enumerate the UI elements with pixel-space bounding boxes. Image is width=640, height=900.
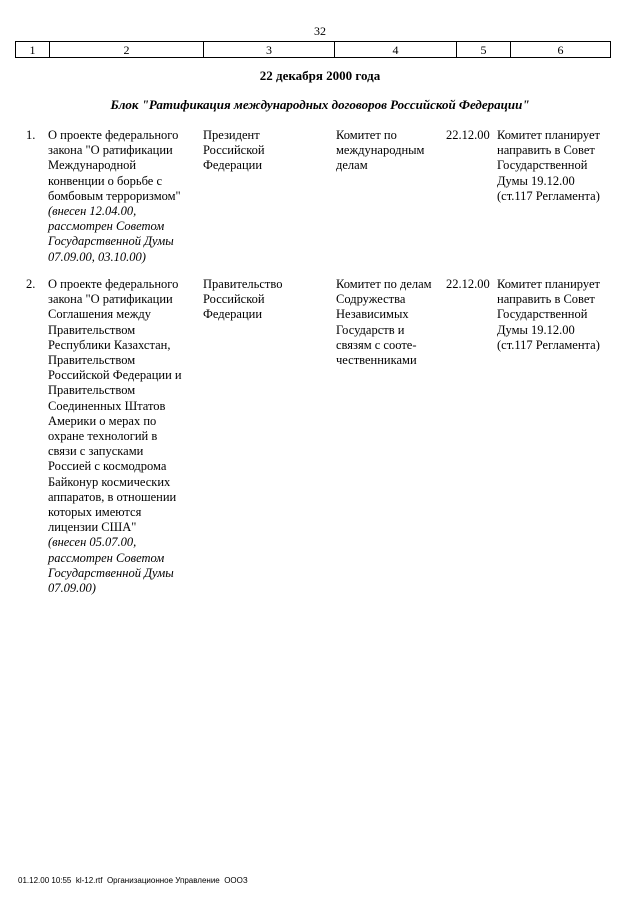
text-line: закона "О ратификации <box>48 143 173 158</box>
page-number: 32 <box>314 24 326 38</box>
text-line: Международной <box>48 158 137 173</box>
text-line: Думы 19.12.00 <box>497 322 575 337</box>
text-line: О проекте федерального <box>48 128 179 142</box>
entry-author <box>203 128 325 174</box>
text-line: (ст.117 Регламента) <box>497 337 600 352</box>
text-line: рассмотрен Советом <box>48 550 165 565</box>
text-line: (внесен 05.07.00, <box>48 535 137 550</box>
column-number-1: 1 <box>16 42 50 58</box>
entry-author <box>203 277 325 323</box>
text-line: Соглашения между <box>48 307 151 322</box>
text-line: Байконур космических <box>48 474 171 489</box>
footer-meta: 01.12.00 10:55 kl-12.rtf Организационное Управление ОООЗ <box>18 876 248 885</box>
text-line: Правительством <box>48 322 136 337</box>
entry-date: 22.12.00 <box>446 277 490 291</box>
column-number-3: 3 <box>204 42 335 58</box>
block-heading: Блок "Ратификация международных договоров Российской Федерации" <box>110 97 530 112</box>
text-line: Государственной Думы <box>48 565 174 580</box>
text-line: Российской <box>203 292 265 307</box>
column-number-6: 6 <box>511 42 611 58</box>
text-line: О проекте федерального <box>48 277 179 291</box>
date-heading: 22 декабря 2000 года <box>259 68 381 83</box>
text-line: рассмотрен Советом <box>48 219 165 234</box>
entry-title <box>48 128 196 265</box>
text-line: направить в Совет <box>497 143 595 158</box>
text-line: Независимых <box>336 307 409 322</box>
entry-title <box>48 277 196 596</box>
text-line: 07.09.00, 03.10.00) <box>48 249 146 264</box>
text-line: Государств и <box>336 322 405 337</box>
text-line: Россией с космодрома <box>48 459 167 474</box>
text-line: направить в Совет <box>497 292 595 307</box>
text-line: аппаратов, в отношении <box>48 489 177 504</box>
text-line: Президент <box>203 128 260 142</box>
text-line: Комитет планирует <box>497 277 600 291</box>
text-line: Федерации <box>203 158 263 173</box>
text-line: Российской Федерации и <box>48 368 182 383</box>
text-line: бомбовым терроризмом" <box>48 188 181 203</box>
entry-date: 22.12.00 <box>446 128 490 142</box>
text-line: Соединенных Штатов <box>48 398 166 413</box>
text-line: связи с запусками <box>48 444 144 459</box>
text-line: Государственной <box>497 158 588 173</box>
text-line: Содружества <box>336 292 406 307</box>
text-line: Правительство <box>203 277 283 291</box>
text-line: чественниками <box>336 353 417 368</box>
text-line: охране технологий в <box>48 429 158 444</box>
text-line: Комитет по <box>336 128 397 142</box>
text-line: Государственной Думы <box>48 234 174 249</box>
text-line: которых имеются <box>48 505 142 520</box>
text-line: Комитет по делам <box>336 277 432 291</box>
text-line: связям с сооте- <box>336 337 417 352</box>
text-line: международным <box>336 143 425 158</box>
text-line: Республики Казахстан, <box>48 337 171 352</box>
entry-number: 2. <box>26 277 36 291</box>
column-number-4: 4 <box>335 42 457 58</box>
text-line: закона "О ратификации <box>48 292 173 307</box>
column-number-5: 5 <box>457 42 511 58</box>
column-number-2: 2 <box>50 42 204 58</box>
text-line: (ст.117 Регламента) <box>497 188 600 203</box>
text-line: 07.09.00) <box>48 581 96 596</box>
entry-committee <box>336 277 440 368</box>
text-line: Государственной <box>497 307 588 322</box>
entry-plan <box>497 277 617 353</box>
entry-number: 1. <box>26 128 36 142</box>
text-line: Российской <box>203 143 265 158</box>
text-line: Комитет планирует <box>497 128 600 142</box>
text-line: Федерации <box>203 307 263 322</box>
text-line: Правительством <box>48 383 136 398</box>
column-number-header <box>15 41 611 58</box>
text-line: делам <box>336 158 368 173</box>
entry-plan <box>497 128 617 204</box>
text-line: Думы 19.12.00 <box>497 173 575 188</box>
text-line: (внесен 12.04.00, <box>48 204 137 219</box>
text-line: лицензии США" <box>48 520 137 535</box>
text-line: Америки о мерах по <box>48 413 157 428</box>
text-line: Правительством <box>48 353 136 368</box>
text-line: конвенции о борьбе с <box>48 173 162 188</box>
entry-committee <box>336 128 440 174</box>
